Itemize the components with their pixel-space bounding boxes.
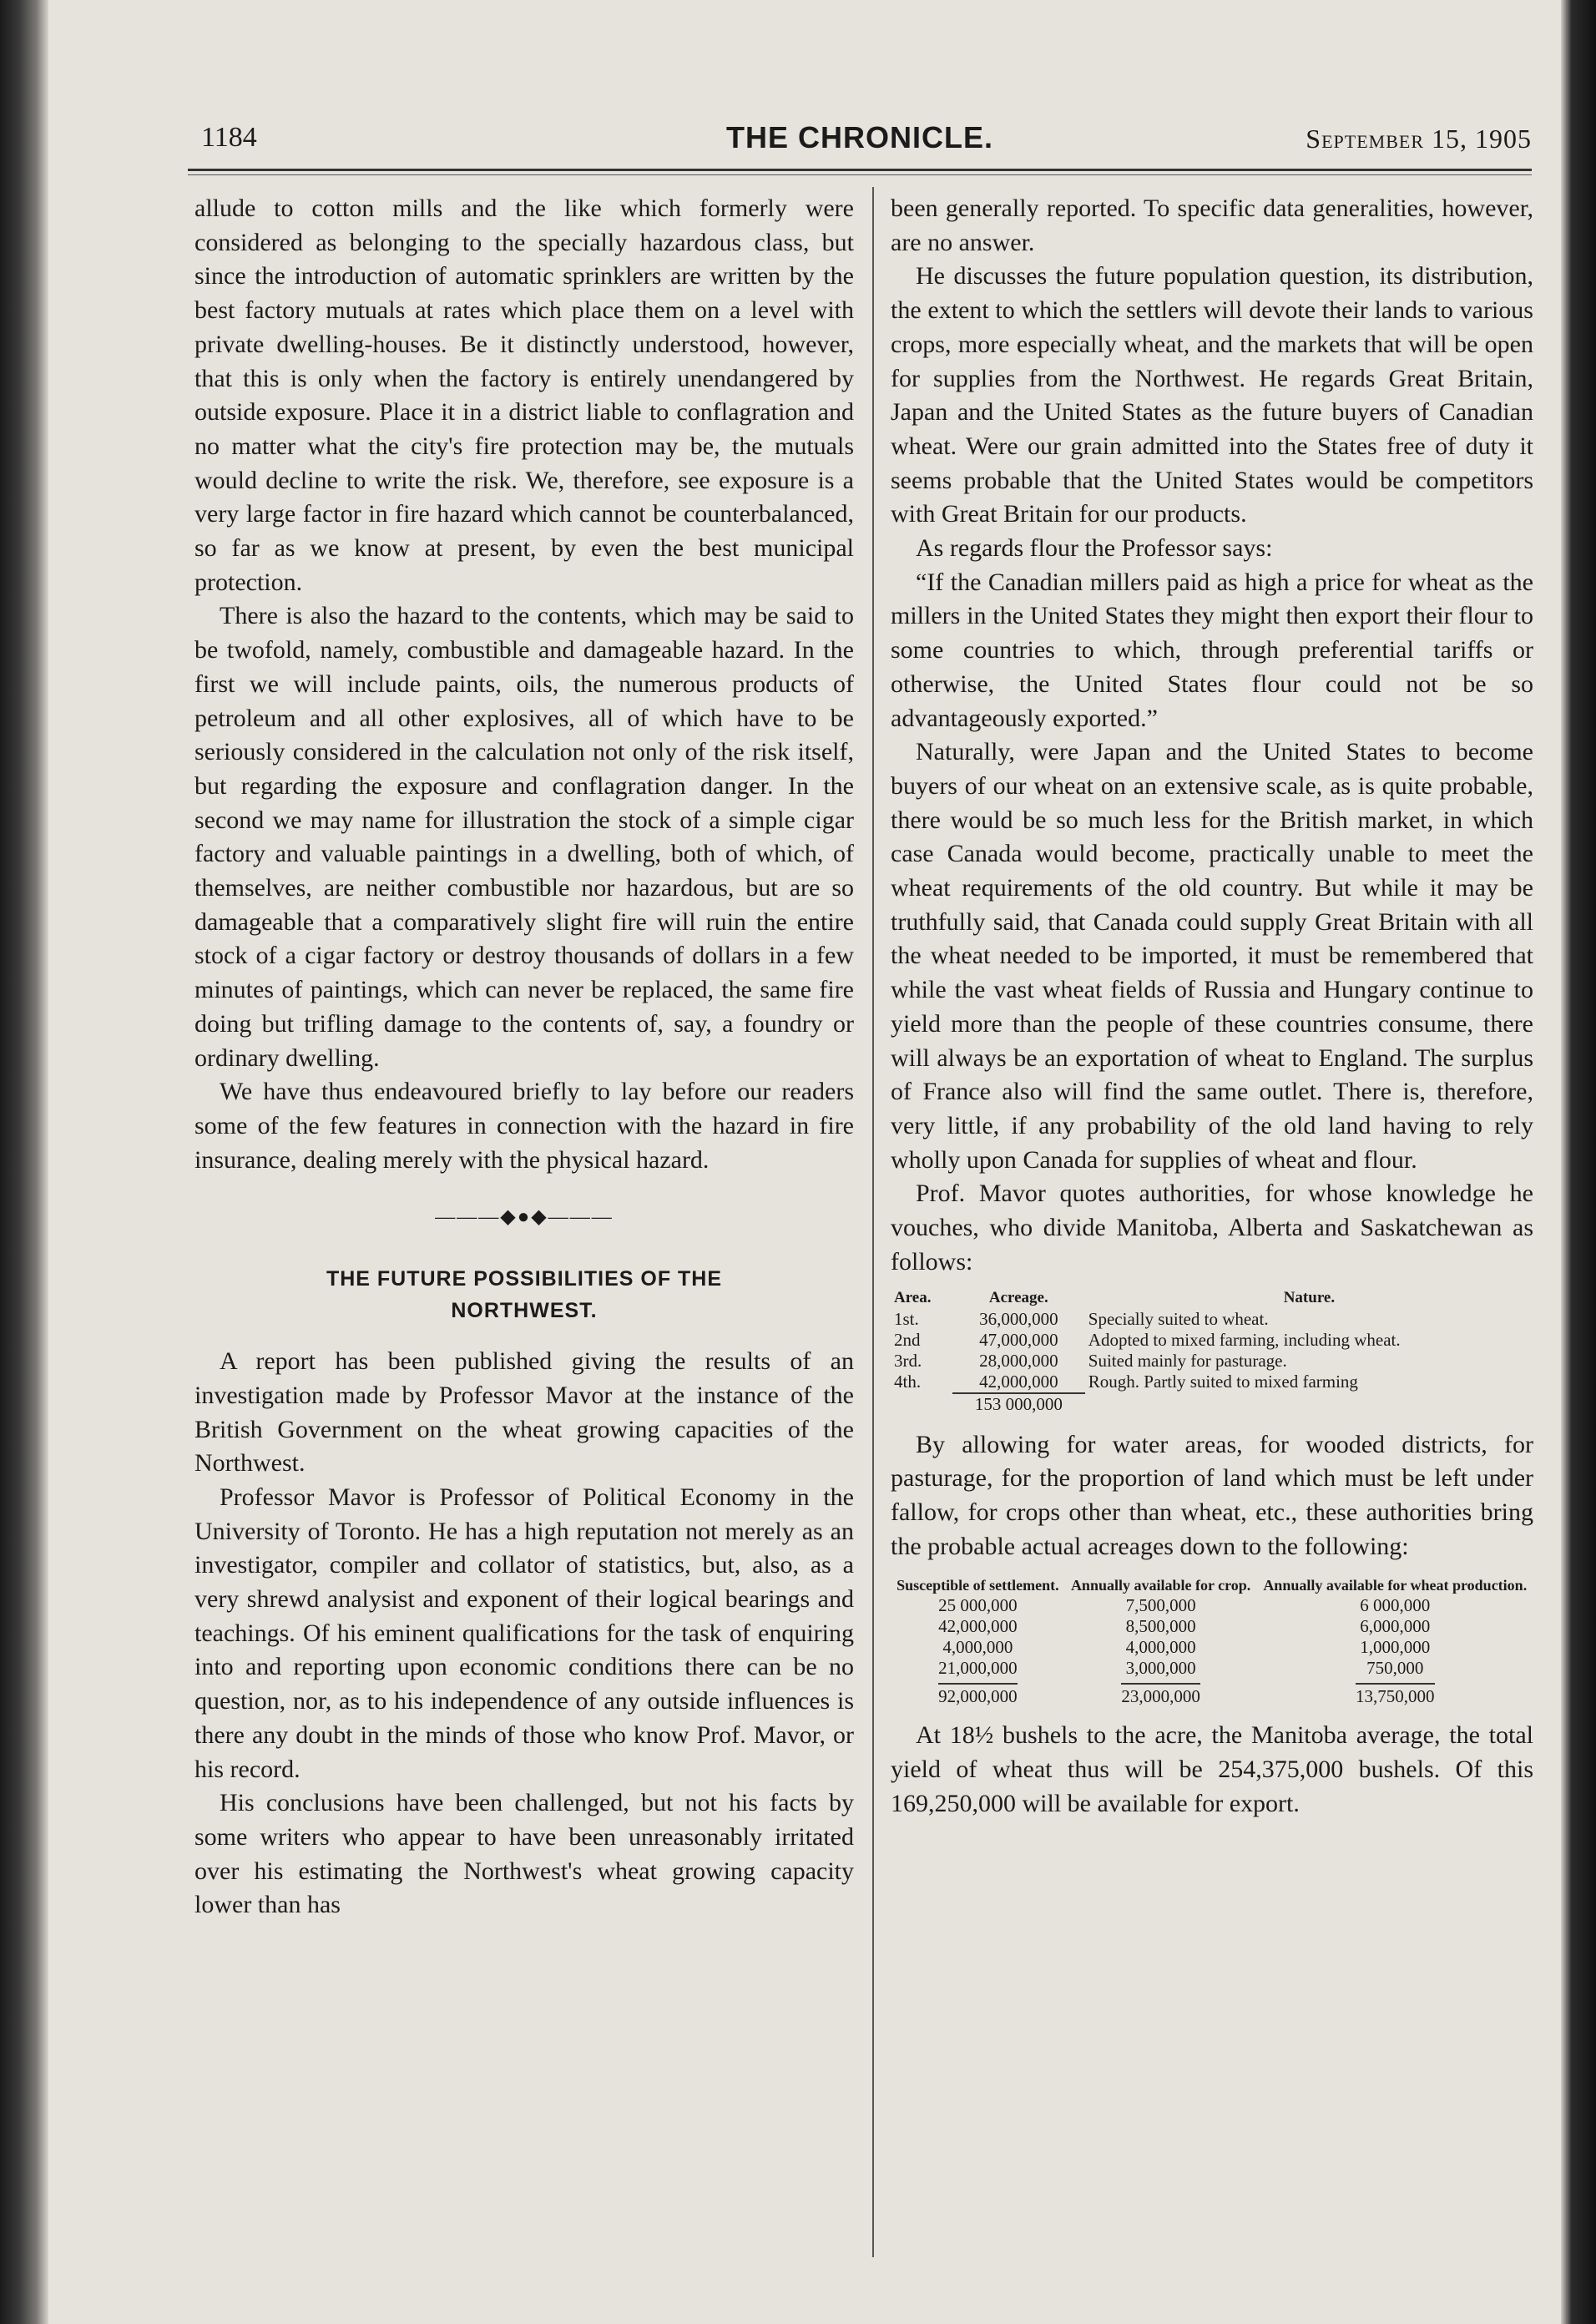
table-row	[891, 1595, 1533, 1616]
paragraph: A report has been published giving the results of an investigation made by Professor Mavor at the instance of the British Government on the wheat growing capacities of the Northwest.	[194, 1347, 854, 1478]
table-cell: 47,000,000	[979, 1329, 1058, 1350]
table-cell	[1257, 1679, 1533, 1707]
table-header: Susceptible of settlement.	[896, 1577, 1059, 1594]
table-cell: 42,000,000	[938, 1616, 1018, 1637]
paragraph: Naturally, were Japan and the United States to become buyers of our wheat on an extensive scale, as is quite probable, there would be so much less for the British market, in which case Canada would become, practically unable to meet the wheat requirements of the old country. But while it may be truthfully said, that Canada could supply Great Britain with all the wheat needed to be imported, it must be remembered that while the vast wheat fields of Russia and Hungary continue to yield more than the people of these countries consume, there will always be an exportation of wheat to England. The surplus of France also will find the same outlet. There is, therefore, very little, if any probability of the old land having to rely wholly upon Canada for supplies of wheat and flour.	[891, 738, 1533, 1174]
table-total: 153 000,000	[952, 1393, 1085, 1415]
table-cell: 1,000,000	[1360, 1637, 1431, 1658]
table-cell: 2nd	[894, 1329, 921, 1350]
table-cell: 3,000,000	[1125, 1658, 1196, 1679]
paragraph: He discusses the future population question, its distribution, the extent to which the settlers will devote their lands to various crops, more especially wheat, and the markets that will be open for supplies from the Northwest. He regards Great Britain, Japan and the United States as the future buyers of Canadian wheat. Were our grain admitted into the States free of duty it seems probable that the United States would be competitors with Great Britain for our products.	[891, 262, 1533, 528]
page-edge-shadow	[1561, 0, 1596, 2324]
ornamental-divider: ———◆●◆———	[435, 1206, 614, 1229]
quoted-paragraph: “If the Canadian millers paid as high a price for wheat as the millers in the United States they might then export their flour to some countries to which, through preferential tariffs or otherwise, the United States flour could not be so advantageously exported.”	[891, 568, 1533, 732]
paragraph: Professor Mavor is Professor of Political Economy in the University of Toronto. He has a high reputation not merely as an investigator, compiler and collator of statistics, but, also, as a very shrewd analysist and exponent of their logical bearings and teachings. Of his eminent qualifications for the task of enquiring into and reporting upon economic conditions there can be no question, nor, as to his independence of any outside influences is there any doubt in the minds of those who know Prof. Mavor, or his record.	[194, 1483, 854, 1783]
headline-line-2: NORTHWEST.	[451, 1299, 598, 1323]
available-acreage-table	[891, 1577, 1533, 1707]
table-cell	[891, 1679, 1065, 1707]
paragraph: As regards flour the Professor says:	[916, 534, 1273, 563]
table-cell: 36,000,000	[979, 1308, 1058, 1329]
table-cell: 750,000	[1366, 1658, 1424, 1679]
paragraph: Prof. Mavor quotes authorities, for whose knowledge he vouches, who divide Manitoba, Alberta and Saskatchewan as follows:	[891, 1180, 1533, 1276]
table-cell: 6 000,000	[1360, 1595, 1431, 1616]
table-total-row	[891, 1393, 1533, 1415]
table-cell: 8,500,000	[1125, 1616, 1196, 1637]
table-total: 13,750,000	[1356, 1683, 1435, 1706]
publication-title: THE CHRONICLE.	[726, 120, 993, 154]
table-cell: 6,000,000	[1360, 1616, 1431, 1637]
table-cell: 25 000,000	[938, 1595, 1018, 1616]
column-divider	[872, 187, 874, 2257]
paragraph: There is also the hazard to the contents, which may be said to be twofold, namely, combustible and damageable hazard. In the first we will include paints, oils, the numerous products of petroleum and all other explosives, all of which have to be seriously considered in the calculation not only of the risk itself, but regarding the exposure and conflagration danger. In the second we may name for illustration the stock of a simple cigar factory and valuable paintings in a dwelling, both of which, of themselves, are neither combustible nor hazardous, but are so damageable that a comparatively slight fire will ruin the entire stock of a cigar factory or destroy thousands of dollars in a few minutes of paintings, which can never be replaced, the same fire doing but trifling damage to the contents of, say, a foundry or ordinary dwelling.	[194, 602, 854, 1072]
table-row	[891, 1372, 1533, 1393]
table-cell: 21,000,000	[938, 1658, 1018, 1679]
headline-line-1: THE FUTURE POSSIBILITIES OF THE	[326, 1267, 723, 1291]
issue-date: September 15, 1905	[1306, 124, 1532, 154]
table-row	[891, 1351, 1533, 1372]
newspaper-page	[188, 109, 1532, 2279]
table-row	[891, 1637, 1533, 1658]
table-row	[891, 1330, 1533, 1351]
paragraph: allude to cotton mills and the like which formerly were considered as belonging to the specially hazardous class, but since the introduction of automatic sprinklers are written by the best factory mutuals at rates which place them on a level with private dwelling-houses. Be it distinctly understood, however, that this is only when the factory is entirely unendangered by outside exposure. Place it in a district liable to conflagration and no matter what the city's fire protection may be, the mutuals would decline to write the risk. We, therefore, see exposure is a very large factor in fire hazard which cannot be counterbalanced, so far as we know at present, by even the best municipal protection.	[194, 195, 854, 596]
table-cell: Specially suited to wheat.	[1088, 1308, 1269, 1329]
binding-spine	[0, 0, 48, 2324]
table-cell: Rough. Partly suited to mixed farming	[1088, 1371, 1358, 1392]
paragraph: By allowing for water areas, for wooded districts, for pasturage, for the proportion of land which must be left under fallow, for crops other than wheat, etc., these authorities bring the probable actual acreages down to the following:	[891, 1430, 1533, 1560]
header-rule	[188, 169, 1532, 171]
table-cell: 4th.	[894, 1371, 922, 1392]
page-number: 1184	[201, 122, 257, 153]
table-header: Annually available for crop.	[1070, 1577, 1251, 1594]
table-header: Area.	[894, 1288, 932, 1306]
paragraph: At 18½ bushels to the acre, the Manitoba average, the total yield of wheat thus will be 254,375,000 bushels. Of this 169,250,000 will be available for export.	[891, 1721, 1533, 1817]
table-header: Nature.	[1283, 1288, 1336, 1306]
table-cell: 1st.	[894, 1308, 919, 1329]
table-total: 92,000,000	[938, 1683, 1018, 1706]
page-header	[188, 117, 1532, 167]
table-cell: 4,000,000	[942, 1637, 1013, 1658]
table-cell	[1065, 1679, 1257, 1707]
table-cell: 4,000,000	[1125, 1637, 1196, 1658]
acreage-table	[891, 1288, 1533, 1415]
table-cell: 28,000,000	[979, 1350, 1058, 1371]
article-headline	[194, 1263, 854, 1326]
table-cell: Adopted to mixed farming, including wheat.	[1088, 1329, 1401, 1350]
table-row	[891, 1616, 1533, 1637]
table-total-row	[891, 1679, 1533, 1707]
table-cell: Suited mainly for pasturage.	[1088, 1350, 1287, 1371]
table-cell: 7,500,000	[1125, 1595, 1196, 1616]
table-header: Annually available for wheat production.	[1263, 1577, 1528, 1594]
paragraph: been generally reported. To specific data generalities, however, are no answer.	[891, 195, 1533, 256]
table-cell: 3rd.	[894, 1350, 922, 1371]
paragraph: His conclusions have been challenged, but not his facts by some writers who appear to have been unreasonably irritated over his estimating the Northwest's wheat growing capacity lower than has	[194, 1789, 854, 1919]
left-column	[194, 192, 854, 1922]
right-column	[891, 192, 1533, 1821]
paragraph: We have thus endeavoured briefly to lay before our readers some of the few features in connection with the hazard in fire insurance, dealing merely with the physical hazard.	[194, 1078, 854, 1174]
table-header: Acreage.	[988, 1288, 1048, 1306]
table-row	[891, 1658, 1533, 1679]
table-row	[891, 1309, 1533, 1330]
header-rule-thin	[188, 174, 1532, 175]
table-cell: 42,000,000	[979, 1371, 1058, 1392]
table-total: 23,000,000	[1121, 1683, 1200, 1706]
